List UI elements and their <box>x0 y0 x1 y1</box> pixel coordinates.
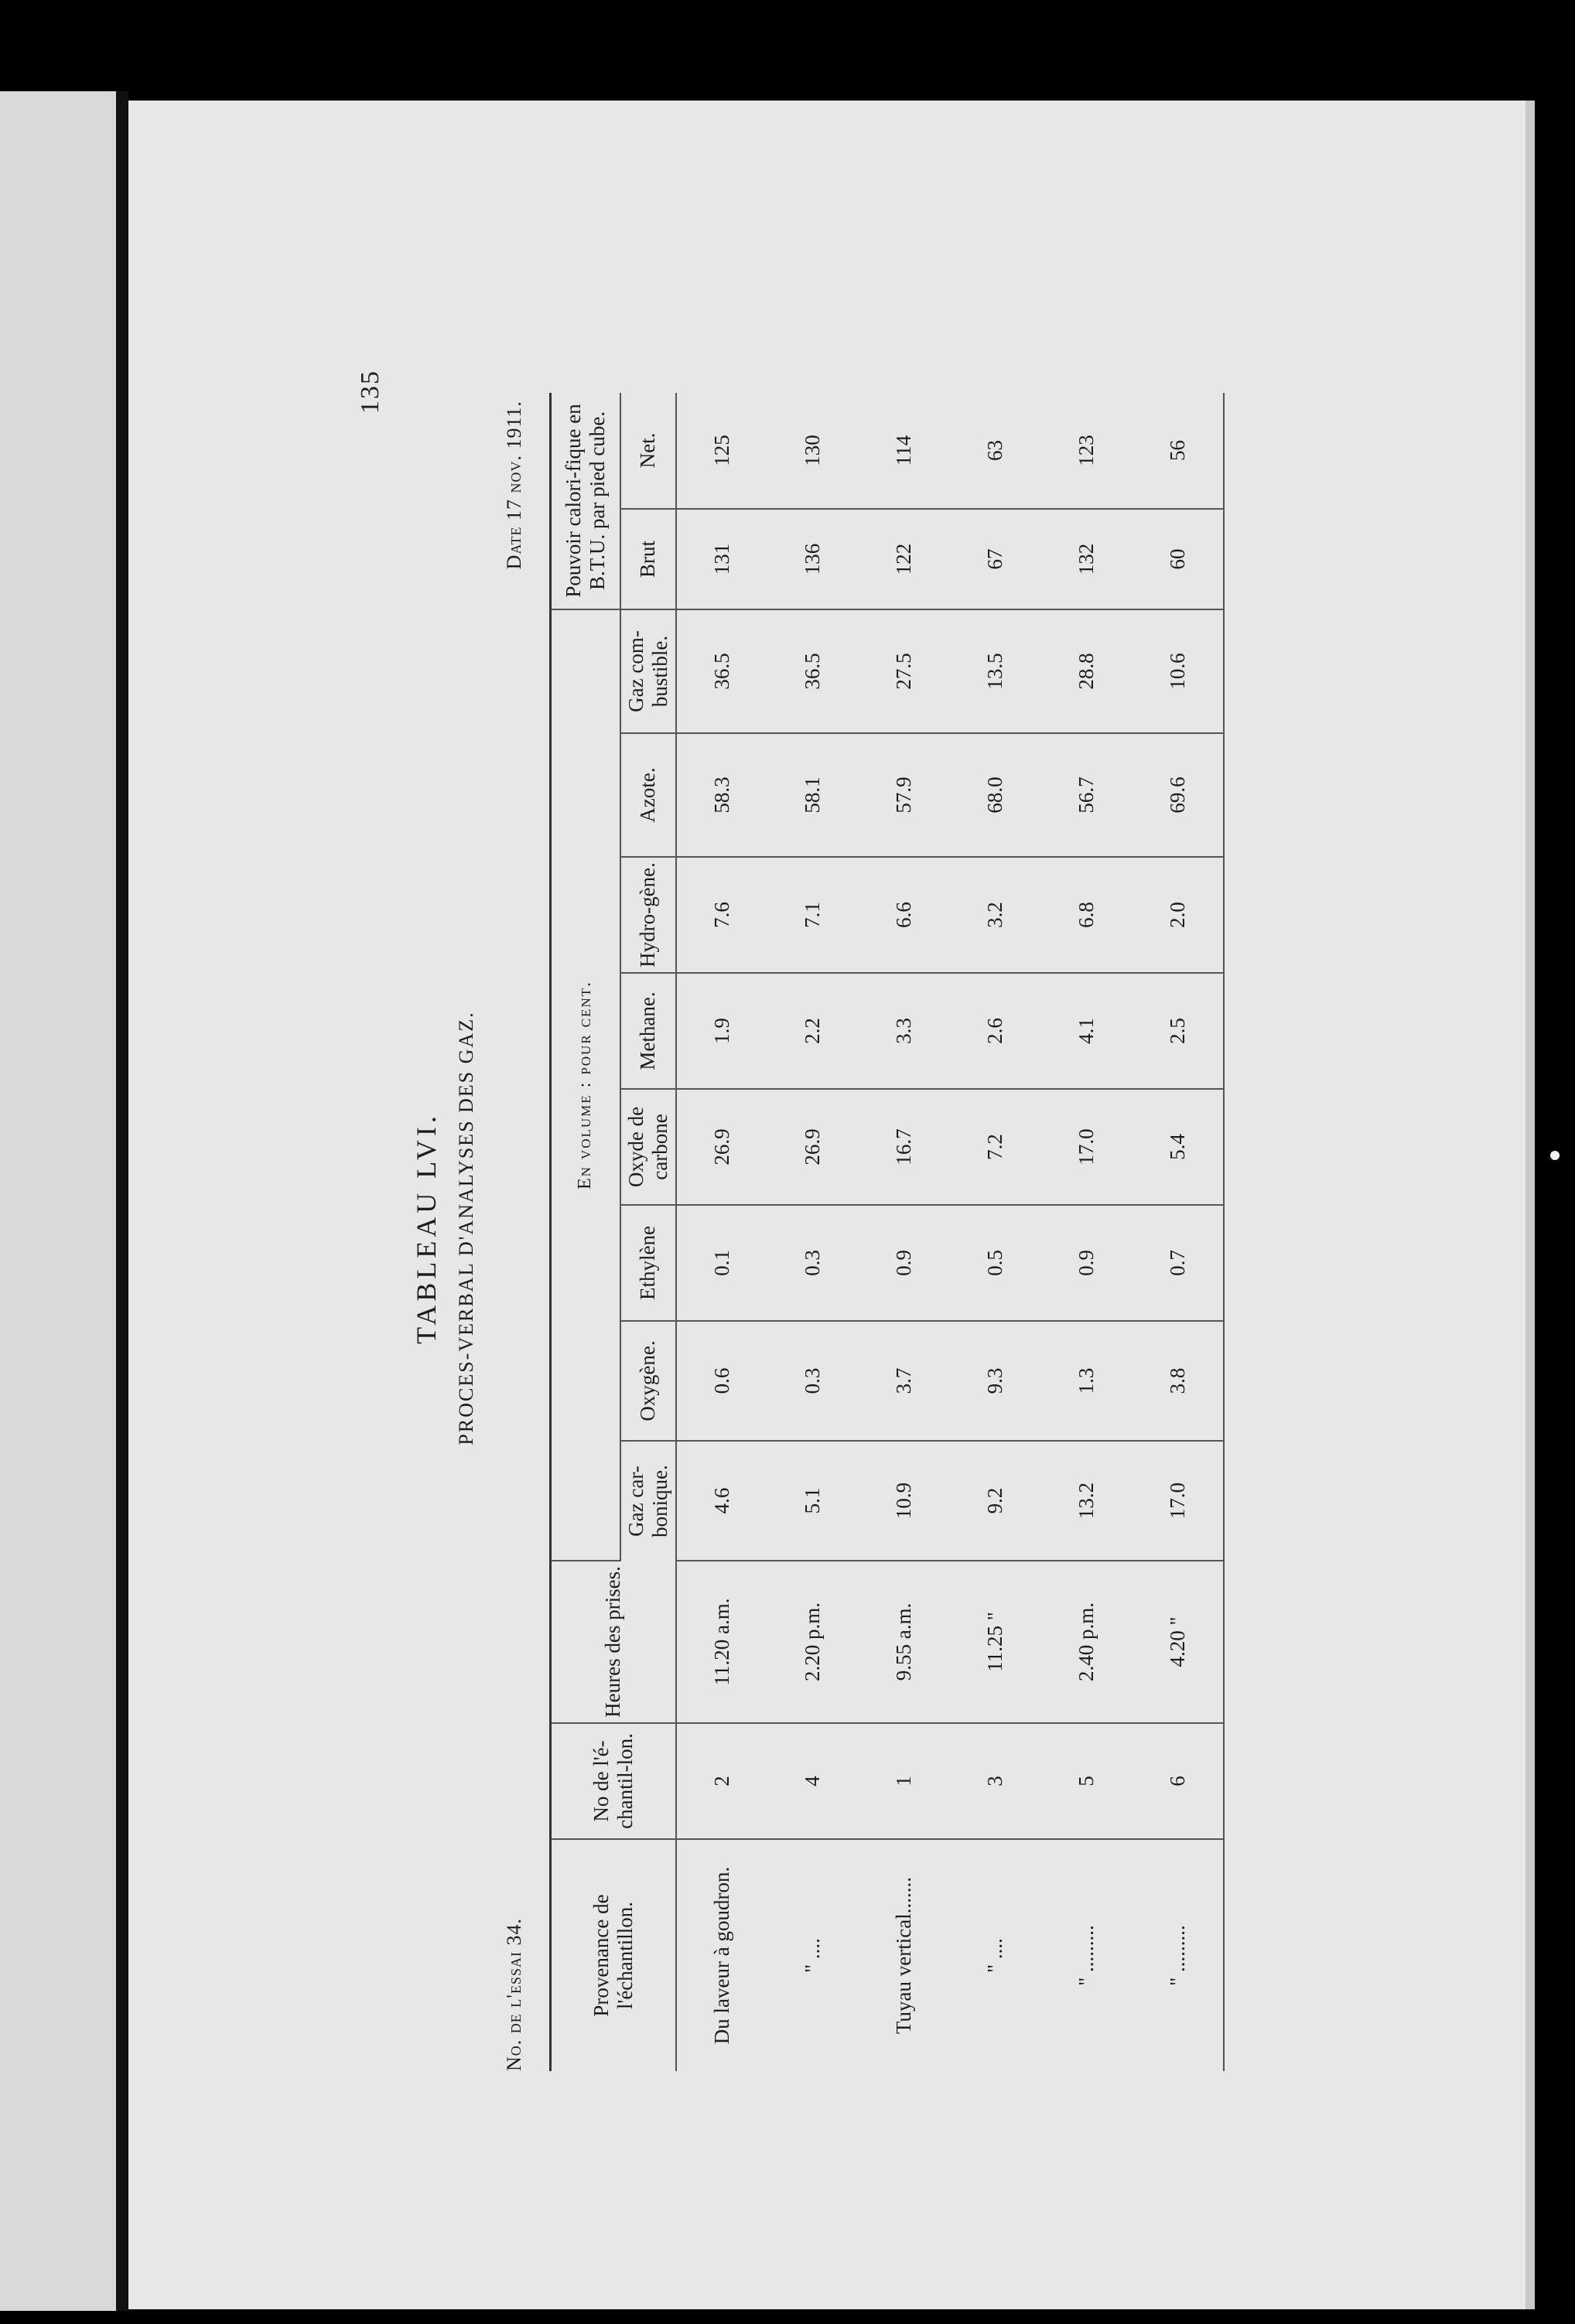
cell-azote: 58.1 <box>767 733 859 857</box>
cell-ethylene: 0.9 <box>859 1205 950 1321</box>
cell-net: 123 <box>1041 393 1133 509</box>
cell-net: 63 <box>950 393 1041 509</box>
cell-brut: 136 <box>767 509 859 609</box>
cell-gaz-combustible: 10.6 <box>1133 609 1224 733</box>
table-row <box>767 393 859 2071</box>
cell-gaz-carbonique: 17.0 <box>1133 1441 1224 1561</box>
cell-provenance: " ......... <box>1074 1925 1098 1986</box>
book-spine <box>0 91 116 2311</box>
cell-heure: 4.20 " <box>1133 1561 1224 1723</box>
cell-oxyde-carbone: 7.2 <box>950 1089 1041 1205</box>
cell-ethylene: 0.7 <box>1133 1205 1224 1321</box>
page-right-edge <box>1525 101 1535 2309</box>
cell-heure: 11.25 " <box>950 1561 1041 1723</box>
header-no-echantillon: No de l'é-chantil-lon. <box>551 1723 676 1839</box>
cell-methane: 4.1 <box>1041 973 1133 1089</box>
cell-net: 56 <box>1133 393 1224 509</box>
cell-oxyde-carbone: 16.7 <box>859 1089 950 1205</box>
table-row <box>676 393 767 2071</box>
cell-oxyde-carbone: 26.9 <box>676 1089 767 1205</box>
header-provenance: Provenance de l'échantillon. <box>551 1839 676 2071</box>
header-row-groups <box>551 393 620 2071</box>
cell-ethylene: 0.1 <box>676 1205 767 1321</box>
header-heures: Heures des prises. <box>551 1561 676 1723</box>
cell-oxygene: 0.6 <box>676 1321 767 1441</box>
cell-gaz-combustible: 28.8 <box>1041 609 1133 733</box>
cell-provenance: Tuyau vertical....... <box>892 1877 916 2034</box>
cell-brut: 67 <box>950 509 1041 609</box>
cell-gaz-combustible: 36.5 <box>676 609 767 733</box>
cell-no: 1 <box>859 1723 950 1839</box>
cell-methane: 2.6 <box>950 973 1041 1089</box>
header-methane: Methane. <box>620 973 676 1089</box>
cell-methane: 2.2 <box>767 973 859 1089</box>
cell-gaz-carbonique: 10.9 <box>859 1441 950 1561</box>
cell-oxygene: 1.3 <box>1041 1321 1133 1441</box>
page-number: 135 <box>356 370 384 414</box>
cell-provenance: " ......... <box>1133 1839 1224 2071</box>
cell-gaz-combustible: 13.5 <box>950 609 1041 733</box>
table-row <box>1041 393 1133 2071</box>
cell-hydrogene: 7.6 <box>676 857 767 973</box>
cell-heure: 2.20 p.m. <box>767 1561 859 1723</box>
analysis-date: Date 17 nov. 1911. <box>503 401 525 570</box>
cell-methane: 2.5 <box>1133 973 1224 1089</box>
cell-gaz-combustible: 36.5 <box>767 609 859 733</box>
cell-brut: 60 <box>1133 509 1224 609</box>
cell-azote: 69.6 <box>1133 733 1224 857</box>
cell-hydrogene: 6.6 <box>859 857 950 973</box>
cell-oxygene: 3.7 <box>859 1321 950 1441</box>
cell-provenance: " .... <box>801 1938 825 1973</box>
cell-methane: 3.3 <box>859 973 950 1089</box>
cell-hydrogene: 3.2 <box>950 857 1041 973</box>
table-subtitle: PROCES-VERBAL D'ANALYSES DES GAZ. <box>455 1011 477 1445</box>
cell-no: 6 <box>1133 1723 1224 1839</box>
cell-azote: 56.7 <box>1041 733 1133 857</box>
rotated-table-block <box>356 370 1284 2087</box>
cell-oxygene: 3.8 <box>1133 1321 1224 1441</box>
header-gaz-carbonique: Gaz car-bonique. <box>620 1441 676 1561</box>
cell-gaz-carbonique: 9.2 <box>950 1441 1041 1561</box>
gas-analysis-table <box>549 393 1225 2071</box>
cell-no: 2 <box>676 1723 767 1839</box>
cell-ethylene: 0.9 <box>1041 1205 1133 1321</box>
cell-no: 4 <box>767 1723 859 1839</box>
cell-hydrogene: 7.1 <box>767 857 859 973</box>
header-azote: Azote. <box>620 733 676 857</box>
table-row <box>950 393 1041 2071</box>
cell-net: 130 <box>767 393 859 509</box>
header-pouvoir-group: Pouvoir calori-fique en B.T.U. par pied cube. <box>551 393 620 609</box>
cell-no: 5 <box>1041 1723 1133 1839</box>
cell-heure: 11.20 a.m. <box>676 1561 767 1723</box>
cell-no: 3 <box>950 1723 1041 1839</box>
essai-number: No. de l'essai 34. <box>503 1918 525 2071</box>
cell-methane: 1.9 <box>676 973 767 1089</box>
cell-heure: 9.55 a.m. <box>859 1561 950 1723</box>
cell-oxyde-carbone: 17.0 <box>1041 1089 1133 1205</box>
table-title: TABLEAU LVI. <box>411 1112 442 1344</box>
cell-oxygene: 9.3 <box>950 1321 1041 1441</box>
cell-provenance: " .... <box>983 1938 1007 1973</box>
header-hydrogene: Hydro-gène. <box>620 857 676 973</box>
cell-gaz-carbonique: 5.1 <box>767 1441 859 1561</box>
cell-brut: 122 <box>859 509 950 609</box>
cell-azote: 57.9 <box>859 733 950 857</box>
cell-azote: 58.3 <box>676 733 767 857</box>
cell-ethylene: 0.5 <box>950 1205 1041 1321</box>
cell-brut: 131 <box>676 509 767 609</box>
header-volume-group: En volume : pour cent. <box>551 609 620 1561</box>
page-edge-shadow <box>116 91 128 2311</box>
cell-oxyde-carbone: 26.9 <box>767 1089 859 1205</box>
cell-hydrogene: 6.8 <box>1041 857 1133 973</box>
cell-ethylene: 0.3 <box>767 1205 859 1321</box>
cell-net: 114 <box>859 393 950 509</box>
header-gaz-combustible: Gaz com-bustible. <box>620 609 676 733</box>
cell-heure: 2.40 p.m. <box>1041 1561 1133 1723</box>
cell-hydrogene: 2.0 <box>1133 857 1224 973</box>
cell-gaz-combustible: 27.5 <box>859 609 950 733</box>
cell-brut: 132 <box>1041 509 1133 609</box>
scan-speck <box>1550 1151 1560 1160</box>
table-row <box>1133 393 1224 2071</box>
header-ethylene: Ethylène <box>620 1205 676 1321</box>
cell-oxyde-carbone: 5.4 <box>1133 1089 1224 1205</box>
header-brut: Brut <box>620 509 676 609</box>
header-oxyde-carbone: Oxyde de carbone <box>620 1089 676 1205</box>
header-oxygene: Oxygène. <box>620 1321 676 1441</box>
cell-oxygene: 0.3 <box>767 1321 859 1441</box>
cell-net: 125 <box>676 393 767 509</box>
cell-provenance: Du laveur à goudron. <box>709 1866 733 2045</box>
header-net: Net. <box>620 393 676 509</box>
cell-gaz-carbonique: 4.6 <box>676 1441 767 1561</box>
cell-azote: 68.0 <box>950 733 1041 857</box>
cell-gaz-carbonique: 13.2 <box>1041 1441 1133 1561</box>
table-row <box>859 393 950 2071</box>
